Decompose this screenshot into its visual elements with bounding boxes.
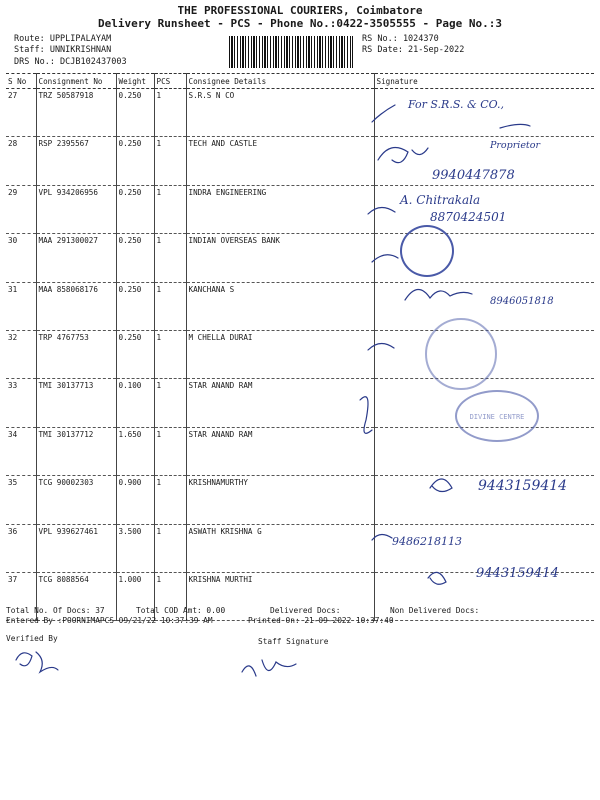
signature-29-phone: 8870424501 (430, 210, 507, 224)
cell-weight: 0.250 (116, 234, 154, 282)
divine-centre-stamp: DIVINE CENTRE (455, 390, 539, 442)
cell-pcs: 1 (154, 476, 186, 524)
cell-pcs: 1 (154, 572, 186, 620)
document-title: THE PROFESSIONAL COURIERS, Coimbatore (177, 4, 423, 17)
pen-stroke (405, 289, 472, 300)
cell-weight: 0.900 (116, 476, 154, 524)
cell-weight: 0.250 (116, 330, 154, 378)
cell-weight: 0.250 (116, 282, 154, 330)
cell-consignment: MAA 291300027 (36, 234, 116, 282)
printed-on: Printed On: 21-09-2022 10:37:40 (248, 616, 394, 625)
verifier-signature-strokes (16, 652, 58, 672)
cell-pcs: 1 (154, 185, 186, 233)
cell-sno: 33 (6, 379, 36, 427)
pen-stroke (428, 572, 446, 584)
cell-consignment: TCG 90002303 (36, 476, 116, 524)
pen-stroke (360, 397, 372, 434)
signature-27: For S.R.S. & CO., (408, 98, 505, 111)
non-delivered-docs: Non Delivered Docs: (390, 606, 480, 615)
cell-consignee: ASWATH KRISHNA G (186, 524, 374, 572)
entered-by: Entered By :POORNIMAPCS 09/21/22 10:37:39 AM (6, 616, 213, 625)
cell-sno: 30 (6, 234, 36, 282)
tick-mark (368, 207, 395, 214)
signature-35-phone: 9443159414 (478, 478, 568, 494)
cell-sno: 37 (6, 572, 36, 620)
col-sno: S No (6, 74, 36, 89)
staff-label: Staff: UNNIKRISHNAN (14, 45, 112, 55)
cell-consignment: TMI 30137713 (36, 379, 116, 427)
document-subtitle: Delivery Runsheet - PCS - Phone No.:0422-3505555 - Page No.:3 (98, 17, 502, 30)
tick-mark (372, 105, 395, 122)
cell-weight: 1.650 (116, 427, 154, 475)
cell-weight: 0.100 (116, 379, 154, 427)
signature-29-name: A. Chitrakala (400, 193, 481, 207)
signature-36-phone: 9486218113 (392, 535, 462, 548)
cell-consignment: TCG 8088564 (36, 572, 116, 620)
cell-sno: 32 (6, 330, 36, 378)
tick-mark (368, 343, 394, 350)
cell-pcs: 1 (154, 234, 186, 282)
cell-sno: 36 (6, 524, 36, 572)
rs-number: RS No.: 1024370 (362, 34, 439, 44)
cell-consignment: TRZ 50587918 (36, 89, 116, 137)
cell-sno: 31 (6, 282, 36, 330)
cell-weight: 3.500 (116, 524, 154, 572)
drs-label: DRS No.: DCJB102437003 (14, 57, 127, 67)
pen-stroke (500, 124, 530, 128)
faded-stamp (425, 318, 497, 390)
tick-mark (372, 255, 398, 262)
cell-consignee: INDRA ENGINEERING (186, 185, 374, 233)
cell-pcs: 1 (154, 379, 186, 427)
cell-pcs: 1 (154, 137, 186, 185)
cell-weight: 1.000 (116, 572, 154, 620)
cell-consignment: VPL 934206956 (36, 185, 116, 233)
cell-pcs: 1 (154, 427, 186, 475)
cell-weight: 0.250 (116, 137, 154, 185)
rs-date: RS Date: 21-Sep-2022 (362, 45, 465, 55)
pen-stroke (430, 479, 452, 492)
cell-consignee: STAR ANAND RAM (186, 379, 374, 427)
cell-pcs: 1 (154, 330, 186, 378)
tick-mark (372, 534, 392, 540)
cell-pcs: 1 (154, 282, 186, 330)
cell-pcs: 1 (154, 524, 186, 572)
cell-weight: 0.250 (116, 185, 154, 233)
cell-consignment: TRP 4767753 (36, 330, 116, 378)
cell-consignee: KANCHANA S (186, 282, 374, 330)
total-docs: Total No. Of Docs: 37 (6, 606, 105, 615)
cell-sno: 34 (6, 427, 36, 475)
cell-consignment: RSP 2395567 (36, 137, 116, 185)
cell-sno: 35 (6, 476, 36, 524)
total-cod: Total COD Amt: 0.00 (136, 606, 226, 615)
col-weight: Weight (116, 74, 154, 89)
pen-stroke (378, 148, 428, 163)
cell-consignment: TMI 30137712 (36, 427, 116, 475)
delivered-docs: Delivered Docs: (270, 606, 341, 615)
route-label: Route: UPPLIPALAYAM (14, 34, 112, 44)
cell-consignee: STAR ANAND RAM (186, 427, 374, 475)
cell-sno: 27 (6, 89, 36, 137)
cell-consignee: KRISHNA MURTHI (186, 572, 374, 620)
signature-37-phone: 9443159414 (476, 566, 559, 581)
cell-consignee: S.R.S N CO (186, 89, 374, 137)
col-pcs: PCS (154, 74, 186, 89)
staff-signature-label: Staff Signature (258, 637, 329, 646)
cell-consignee: TECH AND CASTLE (186, 137, 374, 185)
col-consignment: Consignment No (36, 74, 116, 89)
cell-consignee: INDIAN OVERSEAS BANK (186, 234, 374, 282)
col-consignee: Consignee Details (186, 74, 374, 89)
cell-consignment: MAA 858068176 (36, 282, 116, 330)
bank-stamp (400, 225, 454, 277)
cell-consignee: M CHELLA DURAI (186, 330, 374, 378)
cell-weight: 0.250 (116, 89, 154, 137)
signature-28-title: Proprietor (490, 140, 541, 151)
verified-by-label: Verified By (6, 634, 58, 643)
cell-sno: 29 (6, 185, 36, 233)
signature-28-phone: 9940447878 (432, 168, 515, 183)
col-signature: Signature (374, 74, 594, 89)
staff-signature-strokes (242, 660, 296, 676)
cell-sno: 28 (6, 137, 36, 185)
cell-consignee: KRISHNAMURTHY (186, 476, 374, 524)
cell-consignment: VPL 939627461 (36, 524, 116, 572)
cell-pcs: 1 (154, 89, 186, 137)
signature-31-phone: 8946051818 (490, 296, 554, 307)
